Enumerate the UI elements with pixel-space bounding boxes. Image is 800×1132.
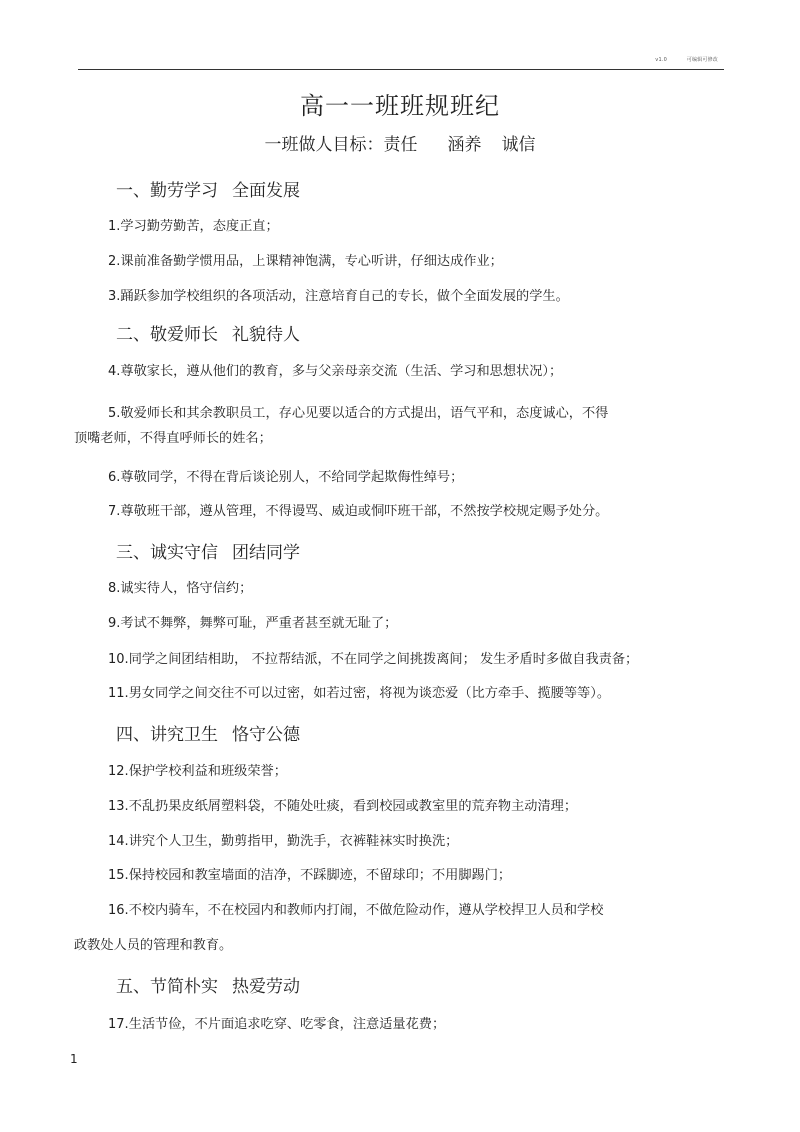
rule-number: 1. bbox=[108, 219, 121, 234]
page-header bbox=[637, 56, 718, 63]
rule-number: 17. bbox=[108, 1017, 129, 1032]
section-label: 三、诚实守信 bbox=[116, 543, 218, 563]
rule-item-6 bbox=[108, 466, 463, 485]
rule-item-10 bbox=[108, 648, 638, 667]
rule-item-5-continued: 顶嘴老师，不得直呼师长的姓名； bbox=[74, 431, 272, 446]
rule-text: 生活节俭，不片面追求吃穿、吃零食，注意适量花费； bbox=[128, 1017, 446, 1032]
page-number: 1 bbox=[70, 1052, 78, 1066]
rule-item-8 bbox=[108, 577, 252, 596]
rule-text: 保持校园和教室墙面的洁净，不踩脚迹，不留球印；不用脚踢门； bbox=[128, 868, 512, 883]
rule-text: 同学之间团结相助， 不拉帮结派，不在同学之间挑拨离间； 发生矛盾时多做自我责备； bbox=[128, 652, 639, 667]
section-heading-4 bbox=[116, 720, 300, 745]
rule-number: 5. bbox=[108, 406, 121, 421]
subtitle-word-2: 涵养 bbox=[447, 135, 482, 155]
rule-item-1 bbox=[108, 215, 279, 234]
rule-item-13 bbox=[108, 795, 577, 814]
rule-item-7 bbox=[108, 500, 608, 519]
rule-text: 学习勤劳勤苦，态度正直； bbox=[120, 219, 279, 234]
rule-item-2 bbox=[108, 250, 503, 269]
rule-text: 踊跃参加学校组织的各项活动，注意培育自己的专长，做个全面发展的学生。 bbox=[120, 289, 569, 304]
section-heading-2 bbox=[116, 320, 300, 345]
rule-number: 7. bbox=[108, 504, 121, 519]
rule-text: 课前准备勤学惯用品，上课精神饱满，专心听讲，仔细达成作业； bbox=[120, 254, 503, 269]
rule-text: 尊敬同学，不得在背后谈论别人，不给同学起欺侮性绰号； bbox=[120, 470, 464, 485]
rule-item-11 bbox=[108, 682, 610, 701]
rule-text: 考试不舞弊，舞弊可耻，严重者甚至就无耻了； bbox=[120, 616, 398, 631]
section-heading-1 bbox=[116, 176, 300, 201]
rule-number: 15. bbox=[108, 868, 129, 883]
rule-text: 男女同学之间交往不可以过密，如若过密，将视为谈恋爱（比方牵手、揽腰等等）。 bbox=[128, 686, 611, 701]
rule-text: 敬爱师长和其余教职员工，存心见要以适合的方式提出，语气平和，态度诚心，不得 bbox=[120, 406, 609, 421]
section-label: 二、敬爱师长 bbox=[116, 325, 218, 345]
subtitle-lead: 一班做人目标：责任 bbox=[264, 135, 418, 155]
rule-number: 14. bbox=[108, 834, 129, 849]
rule-item-16-continued: 政教处人员的管理和教育。 bbox=[74, 938, 233, 953]
rule-item-16 bbox=[108, 899, 603, 918]
rule-number: 8. bbox=[108, 581, 121, 596]
rule-text: 不乱扔果皮纸屑塑料袋，不随处吐痰，看到校园或教室里的荒弃物主动清理； bbox=[128, 799, 578, 814]
rule-text: 保护学校利益和班级荣誉； bbox=[128, 764, 287, 779]
header-rule bbox=[78, 69, 724, 70]
rule-text: 不校内骑车，不在校园内和教师内打闹，不做危险动作，遵从学校捍卫人员和学校 bbox=[128, 903, 604, 918]
rule-number: 3. bbox=[108, 289, 121, 304]
rule-number: 12. bbox=[108, 764, 129, 779]
section-sub: 礼貌待人 bbox=[232, 325, 300, 345]
rule-item-3 bbox=[108, 285, 569, 304]
header-note: 可编辑可修改 bbox=[686, 57, 718, 63]
section-sub: 恪守公德 bbox=[232, 725, 300, 745]
rule-item-17 bbox=[108, 1013, 445, 1032]
rule-number: 10. bbox=[108, 652, 129, 667]
section-sub: 团结同学 bbox=[232, 543, 300, 563]
section-label: 五、节简朴实 bbox=[116, 977, 218, 997]
section-label: 四、讲究卫生 bbox=[116, 725, 218, 745]
subtitle-word-3: 诚信 bbox=[501, 135, 536, 155]
section-heading-3 bbox=[116, 538, 300, 563]
rule-number: 16. bbox=[108, 903, 129, 918]
rule-number: 13. bbox=[108, 799, 129, 814]
rule-number: 11. bbox=[108, 686, 129, 701]
rule-number: 2. bbox=[108, 254, 121, 269]
section-sub: 全面发展 bbox=[232, 181, 300, 201]
rule-item-9 bbox=[108, 612, 397, 631]
rule-text: 尊敬班干部，遵从管理，不得谩骂、威迫或恫吓班干部，不然按学校规定赐予处分。 bbox=[120, 504, 609, 519]
section-sub: 热爱劳动 bbox=[232, 977, 300, 997]
rule-number: 9. bbox=[108, 616, 121, 631]
rule-item-15 bbox=[108, 864, 511, 883]
rule-item-12 bbox=[108, 760, 287, 779]
section-label: 一、勤劳学习 bbox=[116, 181, 218, 201]
rule-item-14 bbox=[108, 830, 458, 849]
rule-item-4 bbox=[108, 360, 562, 379]
rule-text: 诚实待人，恪守信约； bbox=[120, 581, 253, 596]
rule-number: 6. bbox=[108, 470, 121, 485]
document-subtitle bbox=[0, 130, 800, 155]
rule-item-5 bbox=[108, 402, 608, 421]
rule-number: 4. bbox=[108, 364, 121, 379]
rule-text: 尊敬家长，遵从他们的教育，多与父亲母亲交流（生活、学习和思想状况）； bbox=[120, 364, 563, 379]
version-label: v1.0 bbox=[655, 57, 667, 63]
rule-text: 讲究个人卫生，勤剪指甲，勤洗手，衣裤鞋袜实时换洗； bbox=[128, 834, 459, 849]
section-heading-5 bbox=[116, 972, 300, 997]
document-title: 高一一班班规班纪 bbox=[300, 92, 500, 120]
